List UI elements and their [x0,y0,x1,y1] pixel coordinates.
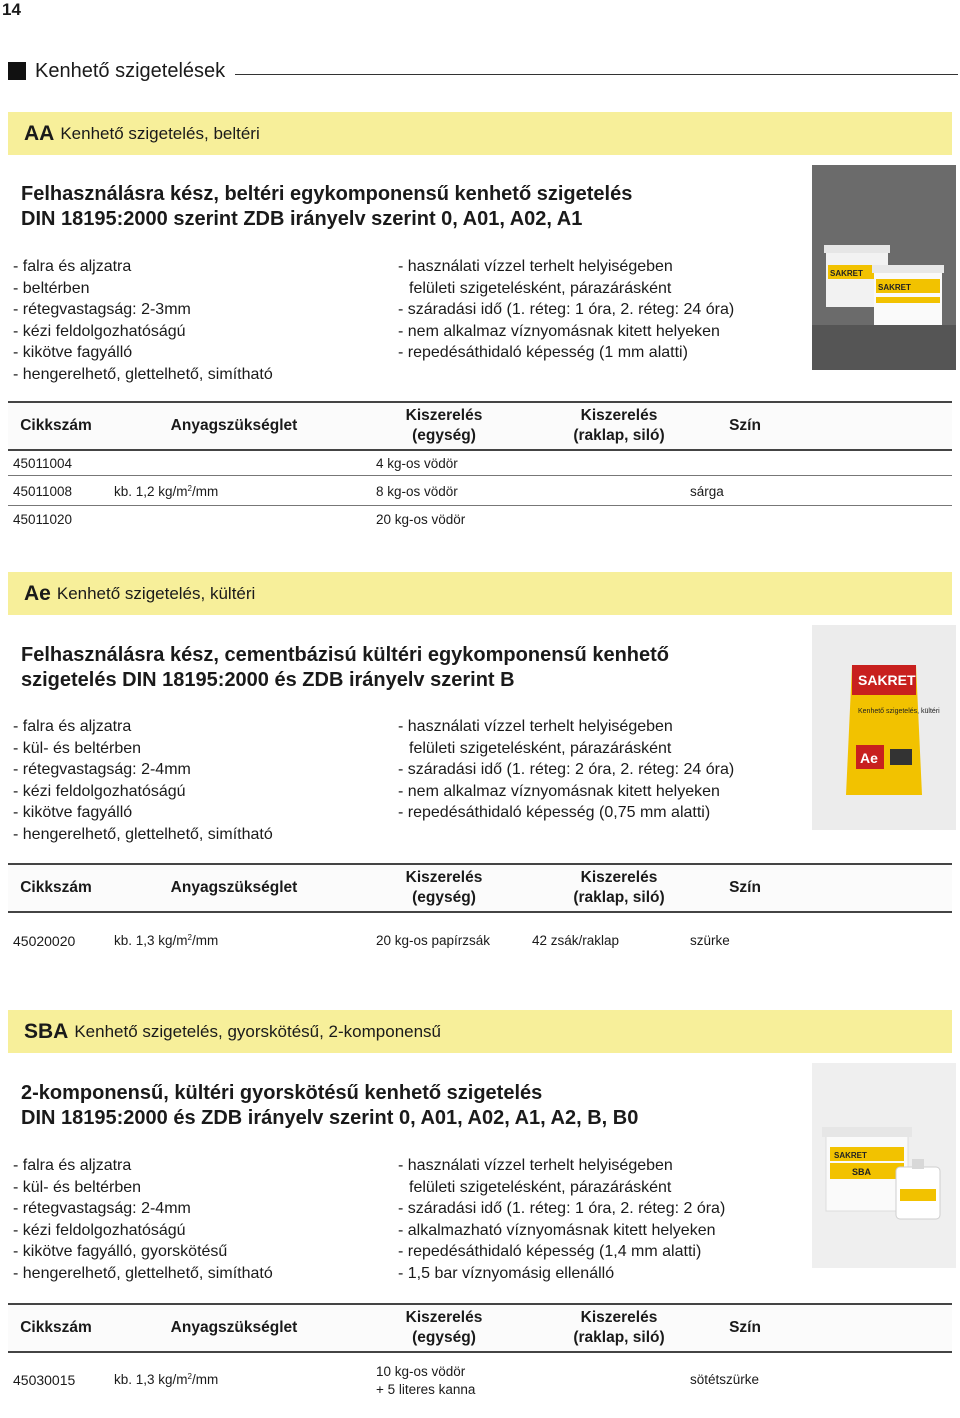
th-pallet: Kiszerelés (raklap, siló) [573,1309,665,1346]
feature-item: - alkalmazható víznyomásnak kitett helyeken [398,1221,716,1239]
cell-need: kb. 1,3 $kg/m^2/mm$ [114,933,219,948]
feature-item: - kézi feldolgozhatóságú [13,322,186,340]
features-left-ae [13,716,273,846]
section-code: Ae [24,581,51,605]
th-code: Cikkszám [20,1319,92,1336]
product-label-text: SAKRET [878,283,911,292]
feature-item: - kikötve fagyálló, gyorskötésű [13,1243,228,1261]
cell-code: 45020020 [13,933,76,949]
th-need: Anyagszükséglet [170,1319,298,1336]
feature-item: - repedésáthidaló képesség (0,75 mm alatti) [398,804,711,822]
chapter-header [8,58,958,84]
features-right-ae [398,716,734,824]
product-label-text: SAKRET [830,269,863,278]
feature-item: - kézi feldolgozhatóságú [13,1221,186,1239]
th-code: Cikkszám [20,417,92,434]
cell-code: 45011004 [13,456,73,471]
feature-item: - kül- és beltérben [13,1178,142,1196]
cell-code: 45011020 [13,512,73,527]
cell-unit: 10 kg-os vödör + 5 literes kanna [376,1364,476,1397]
feature-item: - hengerelhető, glettelhető, simítható [13,365,273,383]
cell-code: 45030015 [13,1372,76,1388]
feature-item: - falra és aljzatra [13,718,132,735]
table-header-ae [8,863,952,913]
feature-item: - rétegvastagság: 2-4mm [13,761,191,779]
product-image-ae [812,625,956,830]
heading-line: szigetelés DIN 18195:2000 és ZDB irányelv szerint B [21,669,515,691]
feature-item: felületi szigetelésként, párazárásként [409,1178,672,1196]
feature-item: - repedésáthidaló képesség (1,4 mm alatti) [398,1243,702,1261]
cell-color: szürke [690,933,730,948]
section-band-aa [8,112,952,155]
chapter-title: Kenhető szigetelések [35,59,226,82]
table-header-aa [8,401,952,451]
feature-item: - kézi feldolgozhatóságú [13,782,186,800]
feature-item: - falra és aljzatra [13,258,132,275]
th-color: Szín [729,1319,761,1336]
feature-item: - használati vízzel terhelt helyiségeben [398,258,673,275]
feature-item: - kikötve fagyálló [13,344,133,362]
cell-color: sárga [690,484,724,499]
section-heading-sba [21,1081,801,1131]
table-row [8,915,952,965]
section-band-ae [8,572,952,615]
features-right-sba [398,1155,725,1285]
table-row [8,1356,952,1406]
section-heading-aa [21,182,801,232]
feature-item: - száradási idő (1. réteg: 1 óra, 2. réteg: 2 óra) [398,1200,726,1218]
th-need: Anyagszükséglet [170,879,298,896]
table-row [8,506,952,532]
th-color: Szín [729,879,761,896]
section-heading-ae [21,643,801,693]
product-label-text: Ae [860,750,878,766]
section-code: AA [24,121,55,145]
cell-color: sötétszürke [690,1372,760,1387]
chapter-bullet-icon [8,62,26,80]
feature-item: - száradási idő (1. réteg: 1 óra, 2. réteg: 24 óra) [398,301,735,319]
table-row [8,476,952,506]
product-label-text: SAKRET [834,1151,867,1160]
feature-item: - beltérben [13,279,90,297]
feature-item: - kül- és beltérben [13,739,142,757]
features-left-sba [13,1155,273,1285]
bucket-pair-icon [812,165,956,370]
heading-line: Felhasználásra kész, beltéri egykomponensű kenhető szigetelés [21,183,633,205]
cell-unit: 20 kg-os papírzsák [376,933,491,948]
section-band-sba [8,1010,952,1053]
feature-item: - száradási idő (1. réteg: 2 óra, 2. réteg: 24 óra) [398,761,735,779]
feature-item: - nem alkalmaz víznyomásnak kitett helyeken [398,322,720,340]
feature-item: felületi szigetelésként, párazárásként [409,739,672,757]
th-color: Szín [729,417,761,434]
th-unit: Kiszerelés (egység) [405,869,483,906]
feature-item: - hengerelhető, glettelhető, simítható [13,825,273,843]
section-code: SBA [24,1019,69,1043]
cell-unit: 8 kg-os vödör [376,484,458,499]
chapter-rule [235,74,958,75]
cell-unit: 4 kg-os vödör [376,456,458,471]
product-label-text: SBA [852,1167,872,1177]
th-unit: Kiszerelés (egység) [405,1309,483,1346]
features-left-aa [13,256,273,386]
feature-item: - repedésáthidaló képesség (1 mm alatti) [398,344,688,362]
product-label-text: SAKRET [858,672,916,688]
heading-line: 2-komponensű, kültéri gyorskötésű kenhető szigetelés [21,1082,543,1104]
cell-need: kb. 1,3 $kg/m^2/mm$ [114,1372,219,1387]
features-right-aa [398,256,734,364]
th-pallet: Kiszerelés (raklap, siló) [573,869,665,906]
th-need: Anyagszükséglet [170,417,298,434]
feature-item: - nem alkalmaz víznyomásnak kitett helyeken [398,782,720,800]
feature-item: felületi szigetelésként, párazárásként [409,279,672,297]
feature-item: - használati vízzel terhelt helyiségeben [398,718,673,735]
feature-item: - rétegvastagság: 2-4mm [13,1200,191,1218]
cell-pallet: 42 zsák/raklap [532,933,620,948]
table-row [8,452,952,476]
sack-icon [812,625,956,830]
page-number: 14 [2,0,21,19]
feature-item: - 1,5 bar víznyomásig ellenálló [398,1264,615,1282]
th-pallet: Kiszerelés (raklap, siló) [573,407,665,444]
cell-code: 45011008 [13,484,73,499]
feature-item: - rétegvastagság: 2-3mm [13,301,191,319]
section-name: Kenhető szigetelés, kültéri [56,583,256,603]
product-image-sba [812,1063,956,1268]
heading-line: Felhasználásra kész, cementbázisú kültéri egykomponensű kenhető [21,644,669,666]
cell-unit: 20 kg-os vödör [376,512,466,527]
section-name: Kenhető szigetelés, gyorskötésű, 2-komponensű [74,1021,442,1041]
section-name: Kenhető szigetelés, beltéri [60,123,260,143]
feature-item: - falra és aljzatra [13,1157,132,1174]
heading-line: DIN 18195:2000 szerint ZDB irányelv szerint 0, A01, A02, A1 [21,208,583,230]
feature-item: - használati vízzel terhelt helyiségeben [398,1157,673,1174]
feature-item: - hengerelhető, glettelhető, simítható [13,1264,273,1282]
table-header-sba [8,1303,952,1353]
product-label-text: Kenhető szigetelés, kültéri [858,708,940,715]
heading-line: DIN 18195:2000 és ZDB irányelv szerint 0, A01, A02, A1, A2, B, B0 [21,1107,639,1129]
th-unit: Kiszerelés (egység) [405,407,483,444]
bucket-and-canister-icon [812,1063,956,1268]
cell-need: kb. 1,2 $kg/m^2/mm$ [114,484,219,499]
th-code: Cikkszám [20,879,92,896]
product-image-aa [812,165,956,370]
feature-item: - kikötve fagyálló [13,804,133,822]
